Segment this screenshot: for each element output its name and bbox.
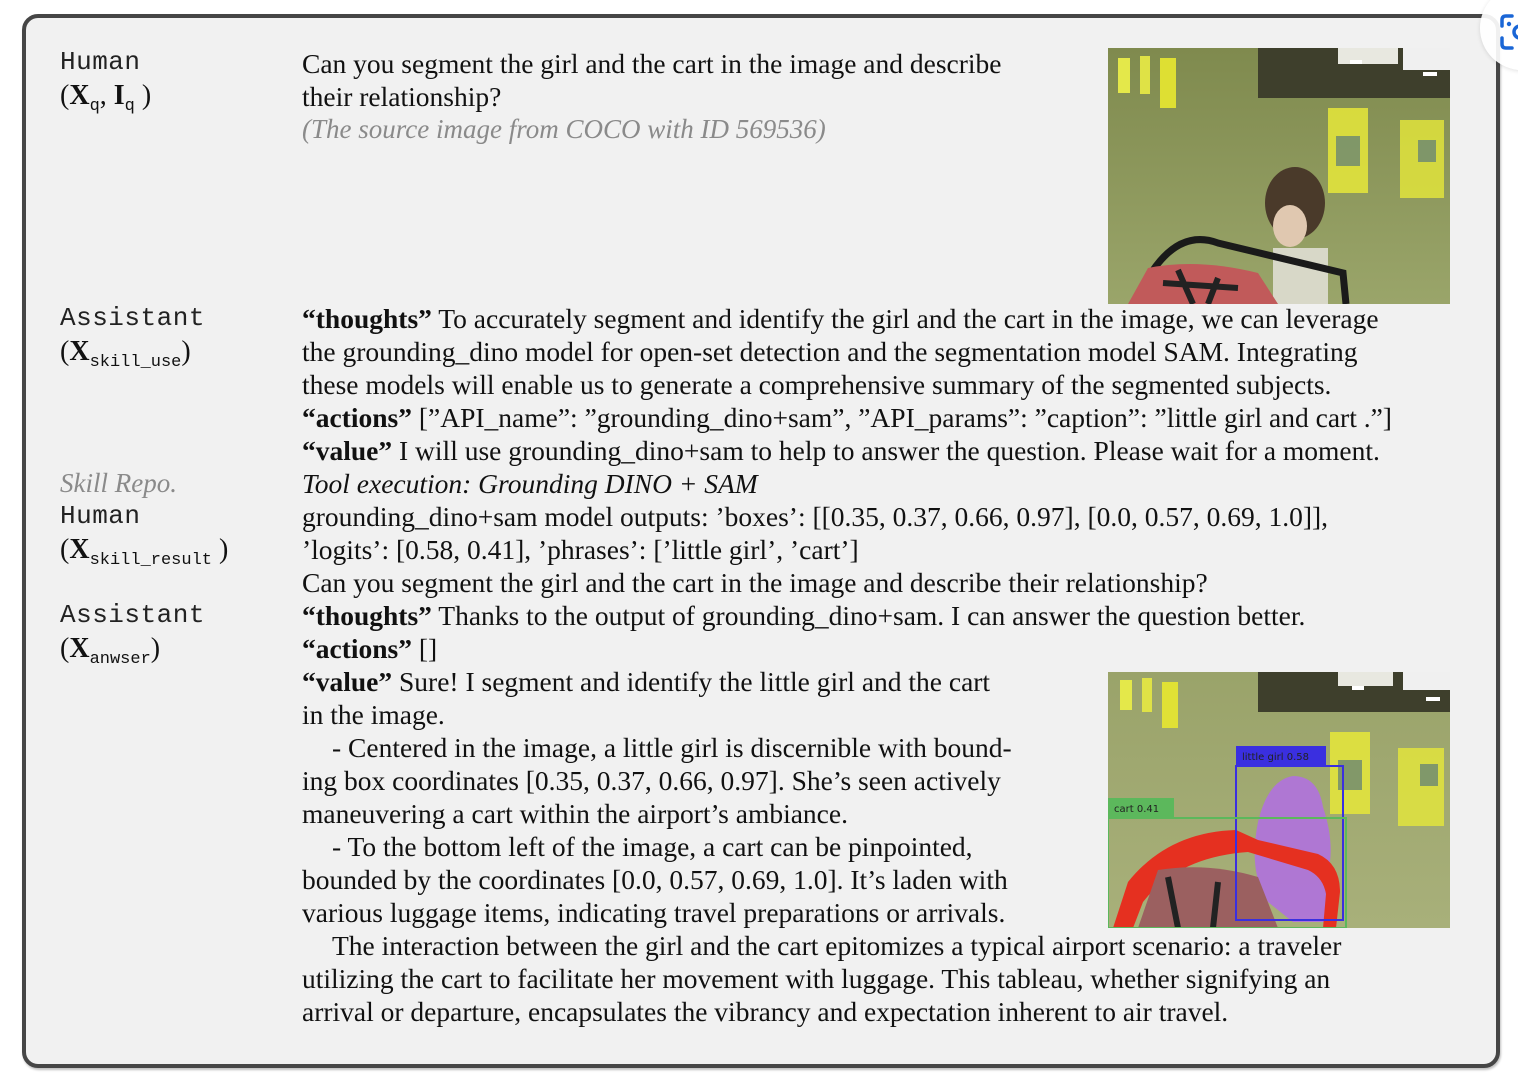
- source-note: (The source image from COCO with ID 569536): [302, 114, 826, 144]
- human-question: Can you segment the girl and the cart in the image and describe their relationship? (The source image from COCO with ID 569536): [302, 48, 1002, 144]
- role-label-human-2: Human: [60, 501, 141, 531]
- tool-execution-text: Tool execution: Grounding DINO + SAM: [302, 468, 758, 499]
- role-label-human: Human: [60, 47, 141, 77]
- assistant-skill-use-text: “thoughts” To accurately segment and identify the girl and the cart in the image, we can leverage the grounding_dino model for open-set detection and the segmentation model SAM. Integrating these models will enable us to generate a comprehensive summary of the segmented subjects. “actions” [”API_name”: ”grounding_dino+sam”, ”API_params”: ”caption”: ”little girl and cart .”] “value” I will use grounding_dino+sam to help to answer the question. Please wait for a moment.: [302, 303, 1392, 466]
- assistant-answer-text: “thoughts” Thanks to the output of grounding_dino+sam. I can answer the question better. “actions” [] “value” Sure! I segment and identify the little girl and the cart in the image. - Centered in the image, a little girl is discernible with bound- ing box coordinates [0.35, 0.37, 0.66, 0.97]. She’s seen actively maneuvering a cart within the airport’s ambiance. - To the bottom left of the image, a cart can be pinpointed, bounded by the coordinates [0.0, 0.57, 0.69, 1.0]. It’s laden with various luggage items, indicating travel preparations or arrivals. The interaction between the girl and the cart epitomizes a typical airport scenario: a traveler utilizing the cart to facilitate her movement with luggage. This tableau, whether signifying an arrival or departure, encapsulates the vibrancy and expectation inherent to air travel.: [302, 600, 1342, 1027]
- symbol-x-answer: $(X_{anwser})$: [60, 633, 161, 669]
- role-label-assistant: Assistant: [60, 303, 205, 333]
- symbol-x-skill-result: ($X_{skill\_result}$ ): [60, 534, 229, 570]
- segmented-image: [1108, 672, 1450, 928]
- skill-repo-label: Skill Repo.: [60, 468, 177, 498]
- symbol-x-skill-use: $(X_{skill\_use})$: [60, 336, 191, 372]
- girl-label: little girl 0.58: [1242, 752, 1309, 763]
- google-lens-icon: [1498, 12, 1518, 52]
- skill-result-text: grounding_dino+sam model outputs: ’boxes’: [[0.35, 0.37, 0.66, 0.97], [0.0, 0.57, 0.69, 1.0]], ’logits’: [0.58, 0.41], ’phrases’: [’little girl’, ’cart’] Can you segment the girl and the cart in the image and describe their relationship?: [302, 501, 1329, 598]
- source-image: [1108, 48, 1450, 304]
- role-label-assistant-2: Assistant: [60, 600, 205, 630]
- symbol-xq-iq: ($X_q$, $I_q$ ): [60, 80, 152, 116]
- cart-label: cart 0.41: [1114, 804, 1160, 815]
